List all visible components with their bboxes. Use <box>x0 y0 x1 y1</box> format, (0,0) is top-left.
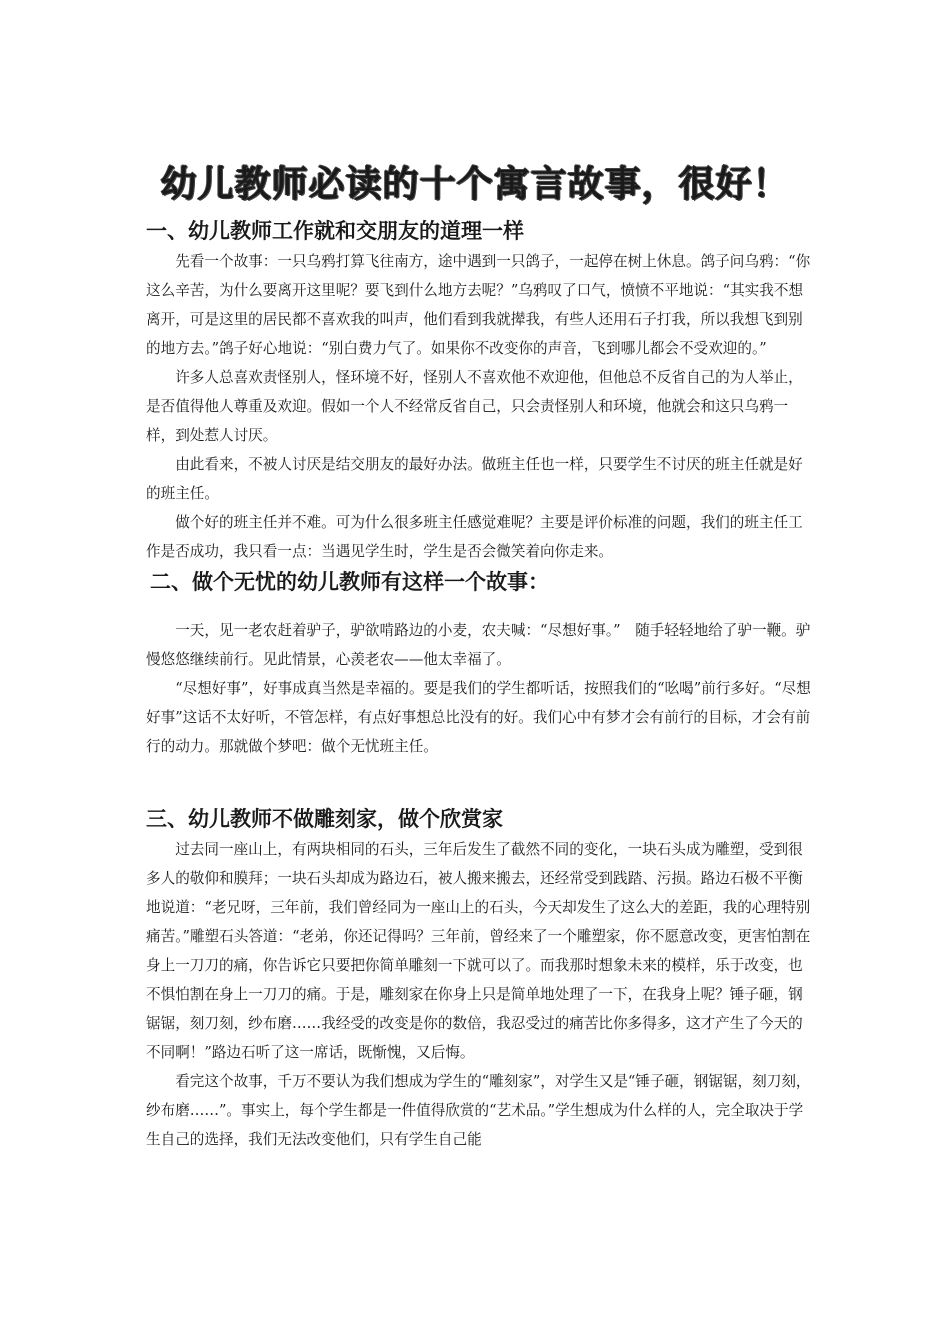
section-1-heading: 一、幼儿教师工作就和交朋友的道理一样 <box>146 219 524 243</box>
section-2-paragraph-1: 一天，见一老农赶着驴子，驴欲啃路边的小麦，农夫喊：“尽想好事。” 随手轻轻地给了驴一鞭。驴慢悠悠继续前行。见此情景，心羡老农——他太幸福了。 <box>146 622 811 668</box>
section-3-paragraph-1: 过去同一座山上，有两块相同的石头，三年后发生了截然不同的变化，一块石头成为雕塑，受到很多人的敬仰和膜拜；一块石头却成为路边石，被人搬来搬去，还经常受到践踏、污损。路边石极不平衡地说道：“老兄呀，三年前，我们曾经同为一座山上的石头，今天却发生了这么大的差距，我的心理特别痛苦。”雕塑石头答道：“老弟，你还记得吗？三年前，曾经来了一个雕塑家，你不愿意改变，更害怕割在身上一刀刀的痛，你告诉它只要把你简单雕刻一下就可以了。而我那时想象未来的模样，乐于改变，也不惧怕割在身上一刀刀的痛。于是，雕刻家在你身上只是简单地处理了一下，在我身上呢？锤子砸，钢锯锯，刻刀刻，纱布磨……我经受的改变是你的数倍，我忍受过的痛苦比你多得多，这才产生了今天的不同啊！”路边石听了这一席话，既惭愧，又后悔。 <box>146 841 811 1061</box>
section-1-paragraph-1: 先看一个故事：一只乌鸦打算飞往南方，途中遇到一只鸽子，一起停在树上休息。鸽子问乌鸦：“你这么辛苦，为什么要离开这里呢？要飞到什么地方去呢？”乌鸦叹了口气，愤愤不平地说：“其实我不想离开，可是这里的居民都不喜欢我的叫声，他们看到我就撵我，有些人还用石子打我，所以我想飞到别的地方去。”鸽子好心地说：“别白费力气了。如果你不改变你的声音，飞到哪儿都会不受欢迎的。” <box>146 253 811 357</box>
section-2 <box>146 566 814 761</box>
section-3 <box>146 803 814 1154</box>
section-3-heading: 三、幼儿教师不做雕刻家，做个欣赏家 <box>146 807 503 831</box>
document-body <box>146 215 814 1154</box>
spacer <box>146 761 814 803</box>
section-1-paragraph-4: 做个好的班主任并不难。可为什么很多班主任感觉难呢？主要是评价标准的问题，我们的班主任工作是否成功，我只看一点：当遇见学生时，学生是否会微笑着向你走来。 <box>146 514 803 560</box>
section-1-paragraph-2: 许多人总喜欢责怪别人，怪环境不好，怪别人不喜欢他不欢迎他，但他总不反省自己的为人举止，是否值得他人尊重及欢迎。假如一个人不经常反省自己，只会责怪别人和环境，他就会和这只乌鸦一样，到处惹人讨厌。 <box>146 369 803 444</box>
section-2-paragraph-2: “尽想好事”，好事成真当然是幸福的。要是我们的学生都听话，按照我们的“吆喝”前行多好。“尽想好事”这话不太好听，不管怎样，有点好事想总比没有的好。我们心中有梦才会有前行的目标，才会有前行的动力。那就做个梦吧：做个无忧班主任。 <box>146 680 811 755</box>
spacer <box>146 598 814 616</box>
section-1-paragraph-3: 由此看来，不被人讨厌是结交朋友的最好办法。做班主任也一样，只要学生不讨厌的班主任就是好的班主任。 <box>146 456 803 502</box>
section-1 <box>146 215 814 566</box>
section-2-heading: 二、做个无忧的幼儿教师有这样一个故事： <box>150 570 549 594</box>
document-title: 幼儿教师必读的十个寓言故事，很好！ <box>160 164 790 205</box>
section-3-paragraph-2: 看完这个故事，千万不要认为我们想成为学生的“雕刻家”，对学生又是“锤子砸，钢锯锯，刻刀刻，纱布磨……”。事实上，每个学生都是一件值得欣赏的“艺术品。”学生想成为什么样的人，完全取决于学生自己的选择，我们无法改变他们，只有学生自己能 <box>146 1073 811 1148</box>
